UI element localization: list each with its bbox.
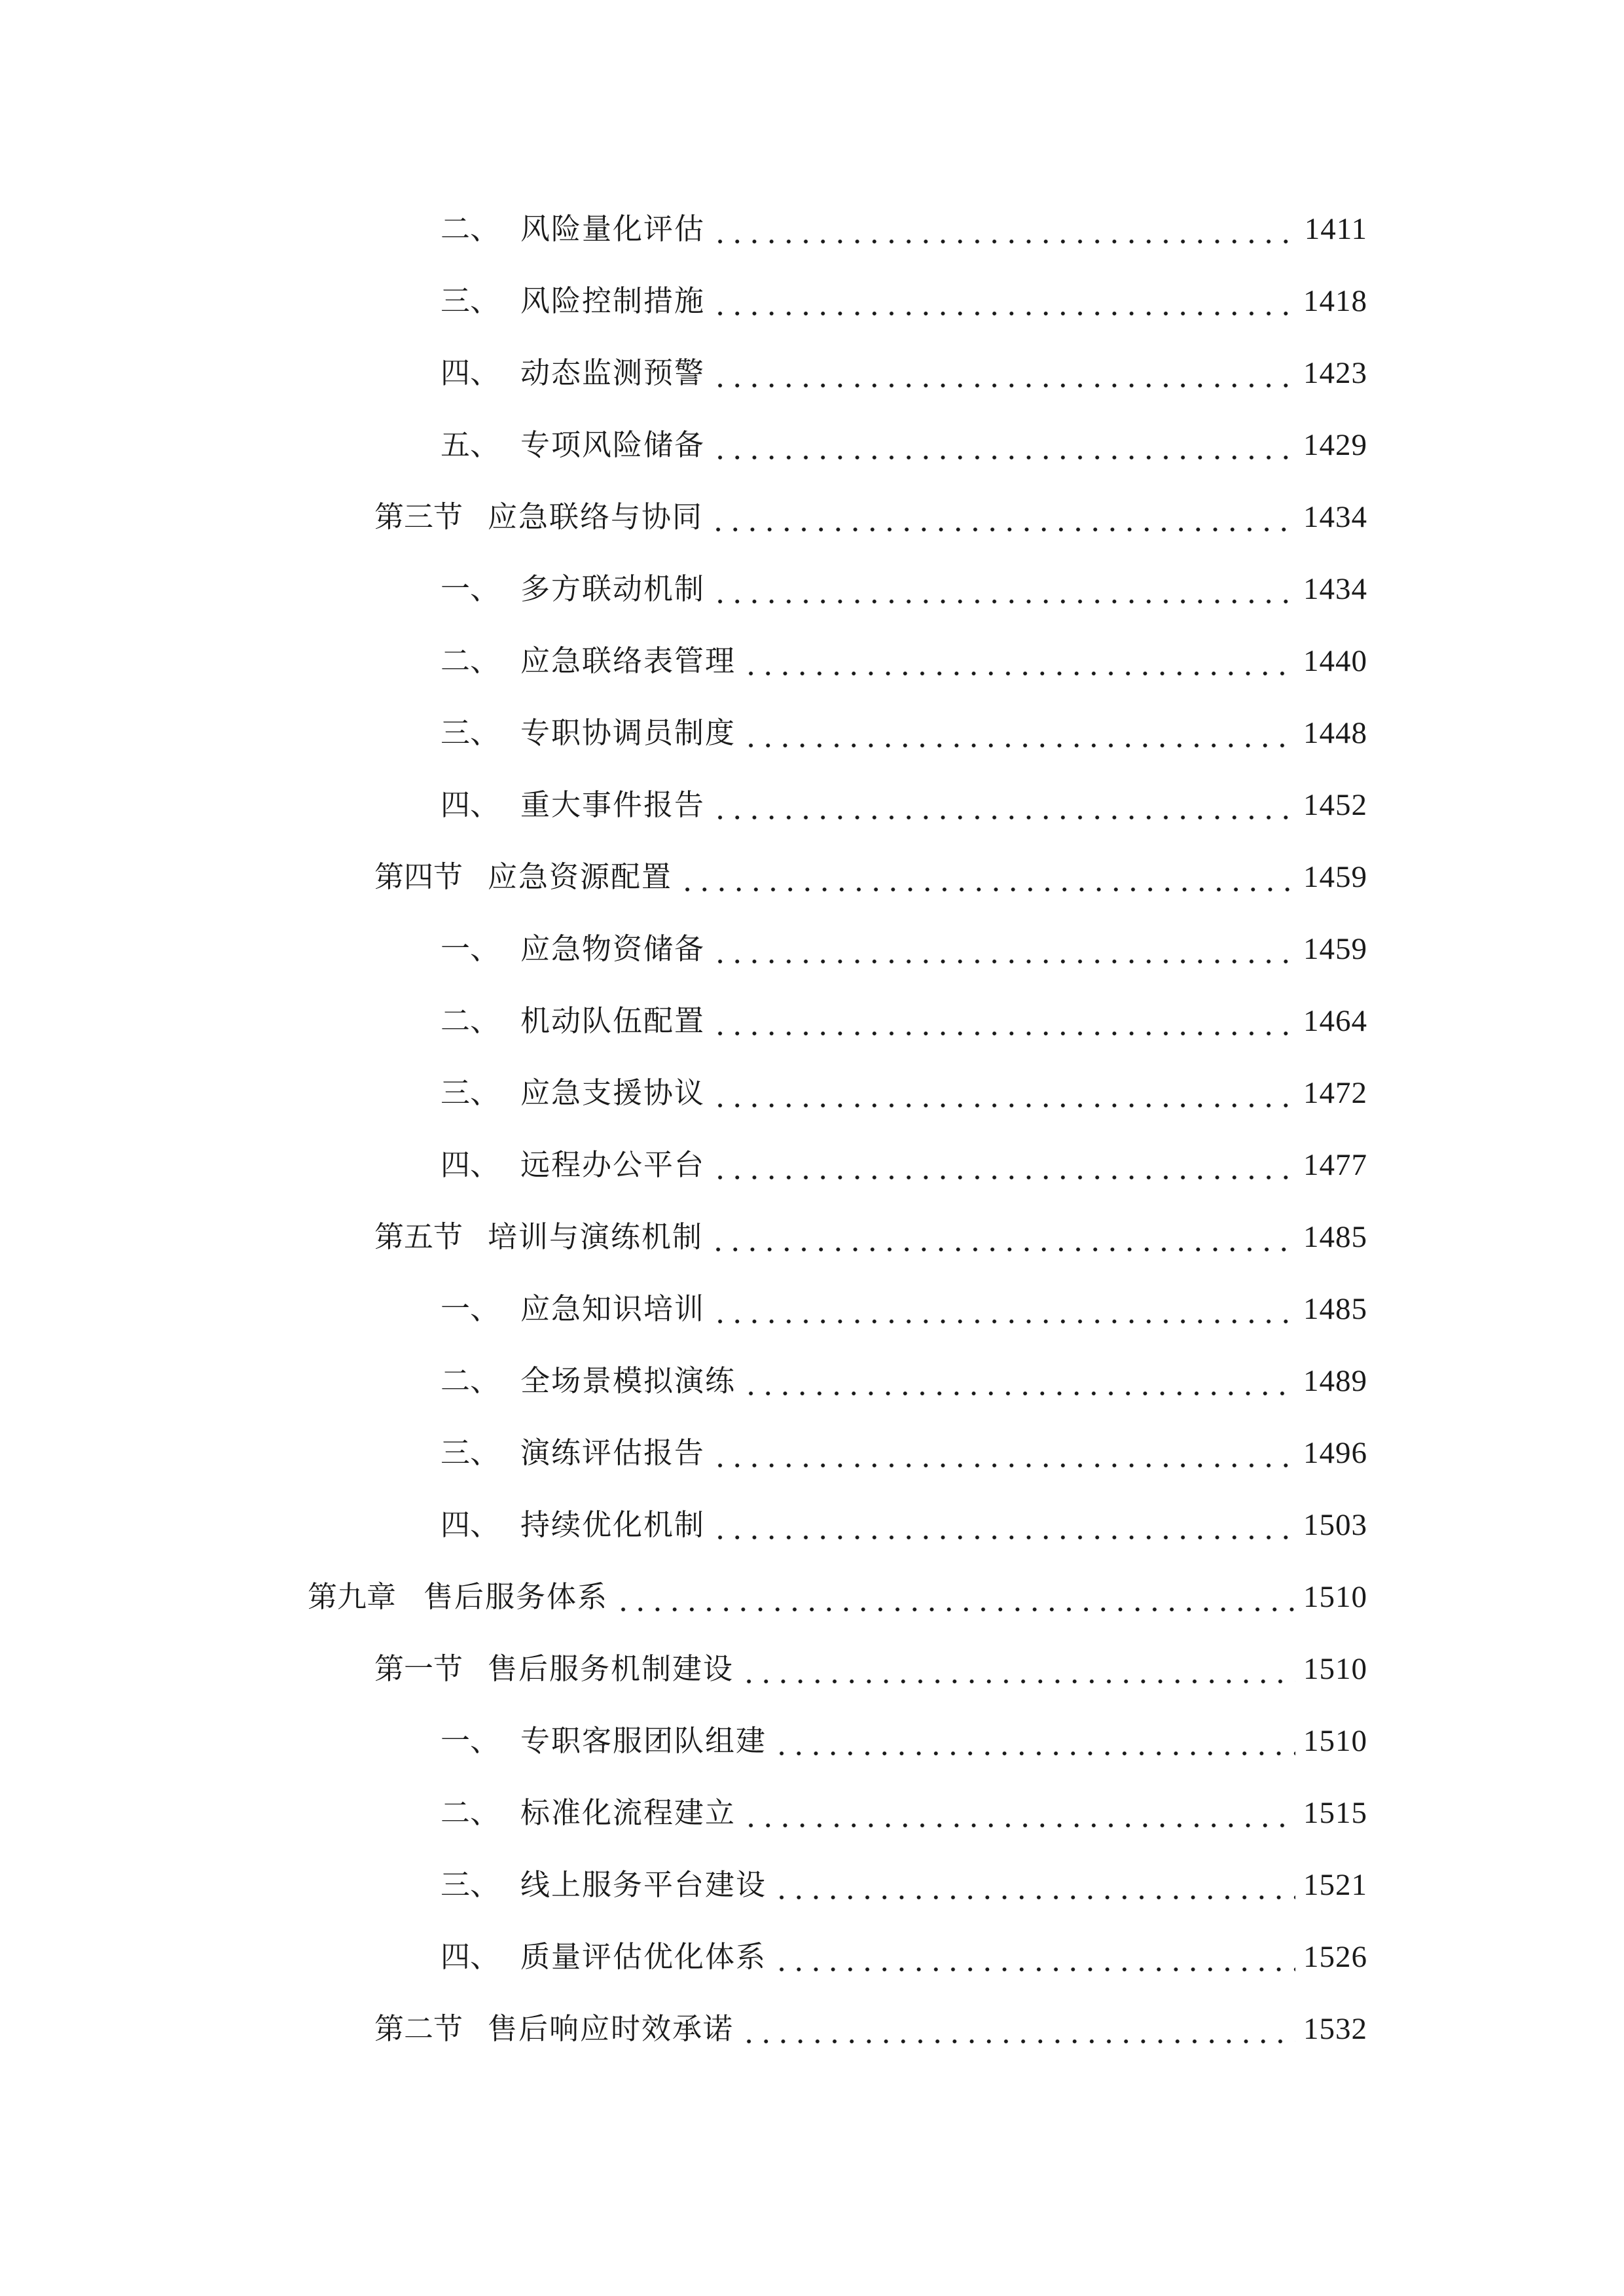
toc-entry-number: 三、 bbox=[441, 715, 500, 750]
dot-leader bbox=[712, 203, 1297, 255]
toc-entry[interactable] bbox=[441, 1499, 1367, 1551]
toc-entry[interactable] bbox=[441, 275, 1367, 327]
toc-entry[interactable] bbox=[441, 1067, 1367, 1119]
dot-leader bbox=[712, 1067, 1295, 1119]
dot-leader bbox=[742, 707, 1295, 759]
dot-leader bbox=[679, 851, 1295, 903]
toc-entry-page: 1452 bbox=[1303, 788, 1367, 822]
dot-leader bbox=[742, 1355, 1295, 1407]
toc-entry-title: 应急知识培训 bbox=[520, 1291, 706, 1326]
dot-leader bbox=[712, 1427, 1295, 1479]
toc-entry-page: 1459 bbox=[1303, 860, 1367, 894]
toc-entry[interactable] bbox=[441, 1859, 1367, 1911]
toc-entry[interactable] bbox=[441, 707, 1367, 759]
dot-leader bbox=[712, 1139, 1295, 1191]
toc-entry-title: 远程办公平台 bbox=[520, 1147, 706, 1182]
toc-entry-page: 1434 bbox=[1303, 500, 1367, 534]
toc-entry[interactable] bbox=[441, 1139, 1367, 1191]
toc-entry-title: 应急资源配置 bbox=[488, 859, 673, 894]
toc-entry-number: 第二节 bbox=[374, 2011, 463, 2046]
toc-entry-title: 动态监测预警 bbox=[520, 355, 706, 390]
toc-entry-title: 专项风险储备 bbox=[520, 427, 706, 462]
toc-entry-page: 1526 bbox=[1303, 1940, 1367, 1974]
toc-entry-number: 第五节 bbox=[374, 1219, 463, 1254]
toc-entry-page: 1459 bbox=[1303, 932, 1367, 966]
toc-entry-page: 1411 bbox=[1304, 212, 1367, 246]
toc-entry-title: 专职客服团队组建 bbox=[520, 1723, 767, 1758]
toc-entry-number: 二、 bbox=[441, 1363, 500, 1398]
toc-entry-page: 1510 bbox=[1303, 1652, 1367, 1686]
toc-entry-title: 线上服务平台建设 bbox=[520, 1867, 767, 1902]
toc-entry-page: 1521 bbox=[1303, 1868, 1367, 1902]
toc-entry-page: 1503 bbox=[1303, 1508, 1367, 1542]
toc-entry-number: 三、 bbox=[441, 1075, 500, 1110]
toc-entry-page: 1434 bbox=[1303, 572, 1367, 606]
toc-entry-number: 第三节 bbox=[374, 499, 463, 534]
toc-entry-number: 三、 bbox=[441, 1435, 500, 1470]
toc-entry-title: 风险量化评估 bbox=[520, 211, 706, 246]
dot-leader bbox=[712, 923, 1295, 975]
toc-entry[interactable] bbox=[441, 1787, 1367, 1839]
toc-entry-title: 机动队伍配置 bbox=[520, 1003, 706, 1038]
toc-entry-title: 应急联络与协同 bbox=[488, 499, 704, 534]
dot-leader bbox=[712, 1283, 1295, 1335]
toc-entry[interactable] bbox=[441, 1427, 1367, 1479]
toc-entry-number: 一、 bbox=[441, 1291, 500, 1326]
toc-entry-number: 一、 bbox=[441, 1723, 500, 1758]
toc-entry[interactable] bbox=[374, 851, 1367, 903]
dot-leader bbox=[615, 1571, 1295, 1623]
toc-entry[interactable] bbox=[374, 2003, 1367, 2055]
toc-entry-title: 全场景模拟演练 bbox=[520, 1363, 736, 1398]
toc-entry-page: 1485 bbox=[1303, 1220, 1367, 1254]
dot-leader bbox=[712, 995, 1295, 1047]
toc-entry-title: 持续优化机制 bbox=[520, 1507, 706, 1542]
toc-entry-number: 二、 bbox=[441, 211, 500, 246]
toc-entry[interactable] bbox=[441, 923, 1367, 975]
toc-entry[interactable] bbox=[441, 779, 1367, 831]
dot-leader bbox=[712, 419, 1295, 471]
dot-leader bbox=[710, 491, 1295, 543]
toc-entry-number: 二、 bbox=[441, 1003, 500, 1038]
toc-entry[interactable] bbox=[441, 1931, 1367, 1983]
toc-entry[interactable] bbox=[441, 419, 1367, 471]
toc-entry-title: 应急支援协议 bbox=[520, 1075, 706, 1110]
toc-entry-title: 质量评估优化体系 bbox=[520, 1939, 767, 1974]
toc-entry-page: 1429 bbox=[1303, 428, 1367, 462]
dot-leader bbox=[773, 1859, 1295, 1911]
dot-leader bbox=[773, 1715, 1295, 1767]
dot-leader bbox=[740, 2003, 1295, 2055]
toc-entry-number: 四、 bbox=[441, 1507, 500, 1542]
toc-entry-page: 1418 bbox=[1303, 284, 1367, 318]
dot-leader bbox=[742, 1787, 1295, 1839]
toc-entry-title: 售后服务机制建设 bbox=[488, 1651, 734, 1686]
toc-entry-title: 专职协调员制度 bbox=[520, 715, 736, 750]
toc-entry-page: 1448 bbox=[1303, 716, 1367, 750]
toc-entry-title: 应急联络表管理 bbox=[520, 643, 736, 678]
toc-entry-number: 四、 bbox=[441, 1939, 500, 1974]
toc-entry[interactable] bbox=[441, 635, 1367, 687]
dot-leader bbox=[712, 347, 1295, 399]
toc-entry[interactable] bbox=[441, 995, 1367, 1047]
toc-entry-page: 1515 bbox=[1303, 1796, 1367, 1830]
toc-entry-page: 1485 bbox=[1303, 1292, 1367, 1326]
toc-entry-page: 1472 bbox=[1303, 1076, 1367, 1110]
toc-entry-title: 演练评估报告 bbox=[520, 1435, 706, 1470]
toc-entry-page: 1496 bbox=[1303, 1436, 1367, 1470]
toc-entry-number: 三、 bbox=[441, 1867, 500, 1902]
toc-entry-number: 四、 bbox=[441, 787, 500, 822]
toc-entry-title: 售后响应时效承诺 bbox=[488, 2011, 734, 2046]
dot-leader bbox=[712, 1499, 1295, 1551]
toc-entry-number: 二、 bbox=[441, 1795, 500, 1830]
toc-entry[interactable] bbox=[441, 563, 1367, 615]
toc-entry-page: 1423 bbox=[1303, 356, 1367, 390]
toc-entry[interactable] bbox=[374, 491, 1367, 543]
toc-entry[interactable] bbox=[374, 1643, 1367, 1695]
dot-leader bbox=[740, 1643, 1295, 1695]
toc-entry-page: 1440 bbox=[1303, 644, 1367, 678]
toc-entry-page: 1489 bbox=[1303, 1364, 1367, 1398]
toc-entry-page: 1510 bbox=[1303, 1724, 1367, 1758]
toc-entry-page: 1532 bbox=[1303, 2012, 1367, 2046]
toc-entry-title: 标准化流程建立 bbox=[520, 1795, 736, 1830]
toc-entry-title: 风险控制措施 bbox=[520, 283, 706, 318]
toc-entry-number: 第四节 bbox=[374, 859, 463, 894]
toc-entry[interactable] bbox=[441, 347, 1367, 399]
toc-entry-number: 四、 bbox=[441, 1147, 500, 1182]
toc-entry-number: 第一节 bbox=[374, 1651, 463, 1686]
toc-entry-page: 1464 bbox=[1303, 1004, 1367, 1038]
toc-entry[interactable] bbox=[441, 203, 1367, 255]
toc-entry-page: 1510 bbox=[1303, 1580, 1367, 1614]
toc-entry[interactable] bbox=[441, 1715, 1367, 1767]
dot-leader bbox=[742, 635, 1295, 687]
dot-leader bbox=[710, 1211, 1295, 1263]
dot-leader bbox=[712, 275, 1295, 327]
toc-entry-number: 一、 bbox=[441, 571, 500, 606]
toc-entry-number: 五、 bbox=[441, 427, 500, 462]
toc-entry-title: 应急物资储备 bbox=[520, 931, 706, 966]
toc-entry[interactable] bbox=[374, 1211, 1367, 1263]
toc-entry-number: 三、 bbox=[441, 283, 500, 318]
toc-entry-number: 二、 bbox=[441, 643, 500, 678]
toc-entry[interactable] bbox=[308, 1571, 1367, 1623]
dot-leader bbox=[712, 563, 1295, 615]
toc-entry-number: 一、 bbox=[441, 931, 500, 966]
toc-entry-title: 培训与演练机制 bbox=[488, 1219, 704, 1254]
toc-entry[interactable] bbox=[441, 1355, 1367, 1407]
toc-entry[interactable] bbox=[441, 1283, 1367, 1335]
toc-entry-number: 四、 bbox=[441, 355, 500, 390]
dot-leader bbox=[773, 1931, 1295, 1983]
toc-entry-title: 售后服务体系 bbox=[424, 1579, 609, 1614]
toc-entry-title: 重大事件报告 bbox=[520, 787, 706, 822]
toc-entry-title: 多方联动机制 bbox=[520, 571, 706, 606]
dot-leader bbox=[712, 779, 1295, 831]
toc-entry-page: 1477 bbox=[1303, 1148, 1367, 1182]
toc-entry-number: 第九章 bbox=[308, 1579, 397, 1614]
